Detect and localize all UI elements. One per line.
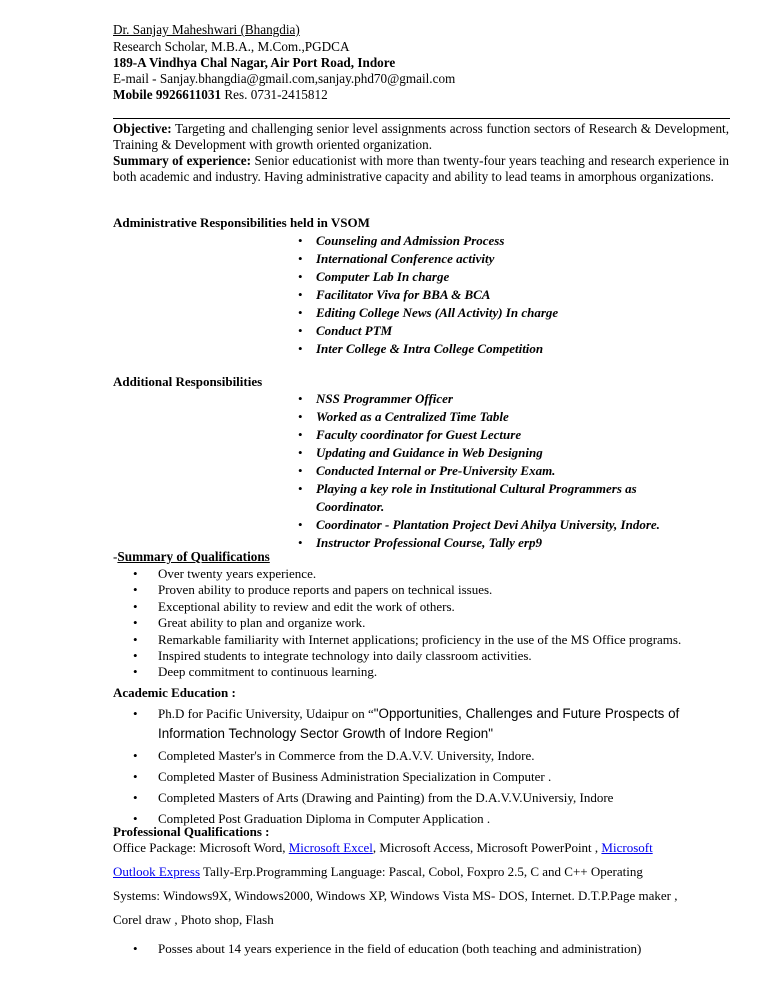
- list-item: [292, 480, 660, 516]
- microsoft-outlook-link-part1[interactable]: Microsoft: [601, 840, 653, 855]
- objective-text: Targeting and challenging senior level assignments across function sectors of Research & Development, Training & Development with growth oriented organization.: [113, 121, 729, 152]
- list-item: • Worked as a Centralized Time Table: [292, 408, 660, 426]
- candidate-qualifications: Research Scholar, M.B.A., M.Com.,PGDCA: [113, 39, 350, 54]
- education-heading: Academic Education :: [113, 685, 236, 700]
- list-item: [133, 704, 679, 744]
- header-divider: [113, 118, 730, 119]
- list-item: • Completed Masters of Arts (Drawing and Painting) from the D.A.V.V.Universiy, Indore: [133, 788, 679, 807]
- email-label: E-mail -: [113, 71, 157, 86]
- microsoft-excel-link[interactable]: Microsoft Excel: [288, 840, 373, 855]
- microsoft-outlook-link-part2[interactable]: Outlook Express: [113, 864, 201, 879]
- additional-list: [292, 390, 660, 552]
- mobile-value: 9926611031: [155, 87, 222, 102]
- qualifications-summary-heading-line: [113, 549, 270, 565]
- candidate-address: 189-A Vindhya Chal Nagar, Air Port Road, Indore: [113, 55, 396, 70]
- list-item: • Posses about 14 years experience in the field of education (both teaching and administration): [133, 939, 641, 958]
- list-item: • Over twenty years experience.: [133, 566, 681, 582]
- objective-paragraph: [113, 121, 729, 153]
- phd-prefix: Ph.D for Pacific University, Udaipur on “: [158, 706, 374, 721]
- professional-heading: Professional Qualifications :: [113, 824, 270, 839]
- education-list: [133, 704, 679, 828]
- list-item: • Completed Master of Business Administration Specialization in Computer .: [133, 767, 679, 786]
- list-item: • Faculty coordinator for Guest Lecture: [292, 426, 660, 444]
- professional-line-3: Systems: Windows9X, Windows2000, Windows XP, Windows Vista MS- DOS, Internet. D.T.P.Page maker ,: [113, 888, 678, 903]
- list-item: • Conduct PTM: [292, 322, 558, 340]
- list-item: • Coordinator - Plantation Project Devi Ahilya University, Indore.: [292, 516, 660, 534]
- email-value: Sanjay.bhangdia@gmail.com,sanjay.phd70@gmail.com: [159, 71, 456, 86]
- list-item: • Remarkable familiarity with Internet applications; proficiency in the use of the MS Office programs.: [133, 632, 681, 648]
- list-item-continuation: Coordinator.: [316, 499, 385, 514]
- office-package-text: Office Package: Microsoft Word,: [113, 840, 289, 855]
- summary-experience-label: Summary of experience:: [113, 153, 252, 168]
- candidate-name: Dr. Sanjay Maheshwari (Bhangdia): [113, 22, 300, 37]
- professional-line-4: Corel draw , Photo shop, Flash: [113, 912, 274, 927]
- summary-experience-text: Senior educationist with more than twenty-four years teaching and research experience in both academic and industry. Having administrative capacity and ability to lead teams in amorphous organizations.: [113, 153, 730, 184]
- list-item: • Exceptional ability to review and edit the work of others.: [133, 599, 681, 615]
- email-line: [113, 71, 455, 87]
- phd-title-continuation: Information Technology Sector Growth of Indore Region": [158, 726, 493, 741]
- additional-heading: Additional Responsibilities: [113, 374, 263, 389]
- list-item: • Facilitator Viva for BBA & BCA: [292, 286, 558, 304]
- professional-line-2: [113, 864, 643, 880]
- summary-experience-paragraph: [113, 153, 729, 185]
- list-item: • International Conference activity: [292, 250, 558, 268]
- list-item: • Proven ability to produce reports and papers on technical issues.: [133, 582, 681, 598]
- phd-title: "Opportunities, Challenges and Future Prospects of: [373, 706, 680, 721]
- list-item: • Counseling and Admission Process: [292, 232, 558, 250]
- professional-bullet-list: [133, 939, 641, 958]
- list-item: • Inter College & Intra College Competition: [292, 340, 558, 358]
- res-label: Res.: [224, 87, 248, 102]
- qualifications-summary-list: [133, 566, 681, 681]
- heading-prefix: -: [113, 549, 118, 564]
- qualifications-summary-heading: Summary of Qualifications: [117, 549, 270, 564]
- programming-languages-text: Tally-Erp.Programming Language: Pascal, Cobol, Foxpro 2.5, C and C++ Operating: [200, 864, 643, 879]
- list-item: • NSS Programmer Officer: [292, 390, 660, 408]
- office-package-text-mid: , Microsoft Access, Microsoft PowerPoint ,: [372, 840, 602, 855]
- list-item: • Completed Master's in Commerce from the D.A.V.V. University, Indore.: [133, 746, 679, 765]
- list-item: • Inspired students to integrate technology into daily classroom activities.: [133, 648, 681, 664]
- list-item: • Instructor Professional Course, Tally erp9: [292, 534, 660, 552]
- list-item: • Completed Post Graduation Diploma in Computer Application .: [133, 809, 679, 828]
- list-item: • Updating and Guidance in Web Designing: [292, 444, 660, 462]
- admin-heading: Administrative Responsibilities held in VSOM: [113, 215, 370, 230]
- mobile-label: Mobile: [113, 87, 153, 102]
- list-item: • Conducted Internal or Pre-University Exam.: [292, 462, 660, 480]
- objective-label: Objective:: [113, 121, 172, 136]
- admin-list: [292, 232, 558, 358]
- res-value: 0731-2415812: [250, 87, 328, 102]
- professional-line-1: [113, 840, 653, 856]
- list-item: • Computer Lab In charge: [292, 268, 558, 286]
- list-item: • Editing College News (All Activity) In charge: [292, 304, 558, 322]
- list-item-text: Playing a key role in Institutional Cultural Programmers as: [316, 481, 637, 496]
- list-item: • Deep commitment to continuous learning.: [133, 664, 681, 680]
- list-item: • Great ability to plan and organize work.: [133, 615, 681, 631]
- phone-line: [113, 87, 328, 103]
